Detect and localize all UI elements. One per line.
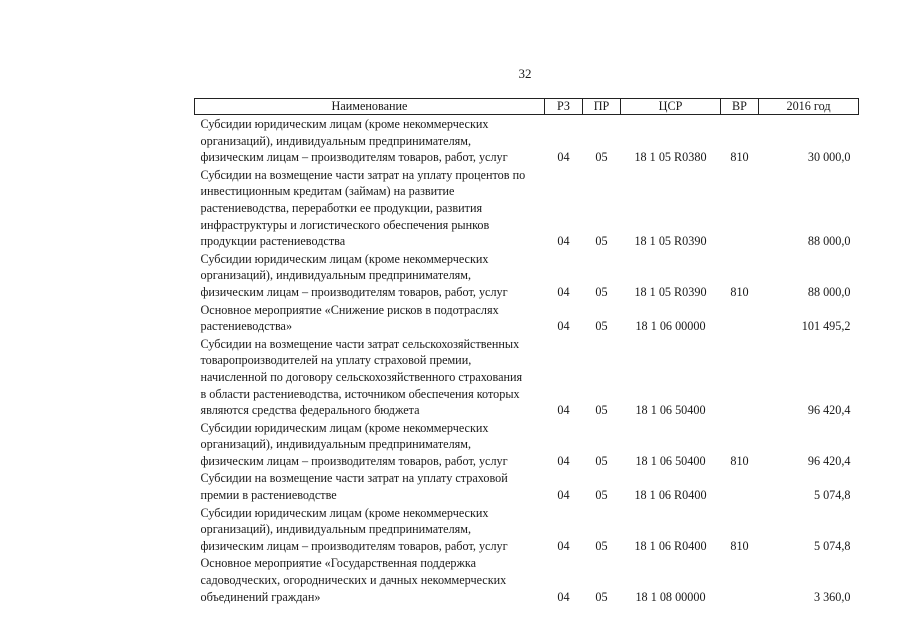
row-csr: 18 1 06 00000 bbox=[635, 319, 706, 334]
row-sum: 101 495,2 bbox=[801, 319, 851, 334]
table-row bbox=[195, 301, 859, 335]
row-pr: 05 bbox=[595, 234, 608, 249]
row-csr: 18 1 05 R0380 bbox=[634, 150, 707, 165]
row-vr: 810 bbox=[730, 538, 749, 553]
row-sum: 88 000,0 bbox=[807, 284, 851, 299]
row-sum: 5 074,8 bbox=[813, 538, 851, 553]
row-vr: 810 bbox=[730, 150, 749, 165]
row-sum: 30 000,0 bbox=[807, 150, 851, 165]
table-row bbox=[195, 115, 859, 166]
row-csr: 18 1 05 R0390 bbox=[634, 234, 707, 249]
row-pr: 05 bbox=[595, 453, 608, 468]
row-pr: 05 bbox=[595, 150, 608, 165]
row-name: Субсидии на возмещение части затрат на уплату процентов по инвестиционным кредитам (займам) на развитие растениеводства, переработки ее продукции, развития инфраструктуры и логистического обеспечения рынков продукции растениеводства bbox=[200, 167, 526, 249]
page-number: 32 bbox=[518, 66, 532, 81]
table-header-row bbox=[195, 99, 859, 115]
table-row bbox=[195, 504, 859, 555]
row-name: Субсидии юридическим лицам (кроме некоммерческих организаций), индивидуальным предпринимателям, физическим лицам – производителям товаров, работ, услуг bbox=[200, 505, 508, 553]
header-rz: РЗ bbox=[545, 99, 583, 115]
header-name: Наименование bbox=[195, 99, 545, 115]
row-vr bbox=[721, 554, 759, 605]
row-vr bbox=[721, 301, 759, 335]
row-pr: 05 bbox=[595, 538, 608, 553]
row-rz: 04 bbox=[557, 150, 570, 165]
row-sum: 96 420,4 bbox=[807, 453, 851, 468]
budget-table bbox=[194, 98, 859, 605]
table-row bbox=[195, 419, 859, 470]
header-vr: ВР bbox=[721, 99, 759, 115]
row-rz: 04 bbox=[557, 453, 570, 468]
row-csr: 18 1 06 R0400 bbox=[634, 488, 707, 503]
table-row bbox=[195, 250, 859, 301]
row-csr: 18 1 06 50400 bbox=[635, 453, 706, 468]
row-name: Основное мероприятие «Государственная поддержка садоводческих, огороднических и дачных некоммерческих объединений граждан» bbox=[200, 556, 507, 604]
table-row bbox=[195, 554, 859, 605]
table-row bbox=[195, 166, 859, 250]
header-year: 2016 год bbox=[759, 99, 859, 115]
row-vr bbox=[721, 166, 759, 250]
row-rz: 04 bbox=[557, 538, 570, 553]
row-vr: 810 bbox=[730, 453, 749, 468]
row-name: Субсидии юридическим лицам (кроме некоммерческих организаций), индивидуальным предпринимателям, физическим лицам – производителям товаров, работ, услуг bbox=[200, 117, 508, 165]
table-row bbox=[195, 335, 859, 419]
row-name: Основное мероприятие «Снижение рисков в подотраслях растениеводства» bbox=[200, 302, 499, 334]
row-rz: 04 bbox=[557, 234, 570, 249]
header-csr: ЦСР bbox=[621, 99, 721, 115]
row-pr: 05 bbox=[595, 488, 608, 503]
row-name: Субсидии на возмещение части затрат на уплату страховой премии в растениеводстве bbox=[200, 471, 508, 503]
table-row bbox=[195, 469, 859, 503]
row-vr bbox=[721, 469, 759, 503]
row-sum: 96 420,4 bbox=[807, 403, 851, 418]
row-sum: 3 360,0 bbox=[813, 589, 851, 604]
row-vr: 810 bbox=[730, 284, 749, 299]
row-name: Субсидии юридическим лицам (кроме некоммерческих организаций), индивидуальным предпринимателям, физическим лицам – производителям товаров, работ, услуг bbox=[200, 251, 508, 299]
row-pr: 05 bbox=[595, 319, 608, 334]
row-csr: 18 1 08 00000 bbox=[635, 589, 706, 604]
row-pr: 05 bbox=[595, 403, 608, 418]
row-name: Субсидии юридическим лицам (кроме некоммерческих организаций), индивидуальным предпринимателям, физическим лицам – производителям товаров, работ, услуг bbox=[200, 420, 508, 468]
row-csr: 18 1 06 R0400 bbox=[634, 538, 707, 553]
row-name: Субсидии на возмещение части затрат сельскохозяйственных товаропроизводителей на уплату страховой премии, начисленной по договору сельскохозяйственного страхования в области растениеводства, источником обеспечения которых являются средства федерального бюджета bbox=[200, 336, 523, 418]
row-rz: 04 bbox=[557, 319, 570, 334]
row-csr: 18 1 06 50400 bbox=[635, 403, 706, 418]
row-rz: 04 bbox=[557, 284, 570, 299]
row-rz: 04 bbox=[557, 488, 570, 503]
row-pr: 05 bbox=[595, 589, 608, 604]
row-csr: 18 1 05 R0390 bbox=[634, 284, 707, 299]
row-sum: 88 000,0 bbox=[807, 234, 851, 249]
row-rz: 04 bbox=[557, 403, 570, 418]
row-vr bbox=[721, 335, 759, 419]
row-sum: 5 074,8 bbox=[813, 488, 851, 503]
header-pr: ПР bbox=[583, 99, 621, 115]
row-rz: 04 bbox=[557, 589, 570, 604]
row-pr: 05 bbox=[595, 284, 608, 299]
